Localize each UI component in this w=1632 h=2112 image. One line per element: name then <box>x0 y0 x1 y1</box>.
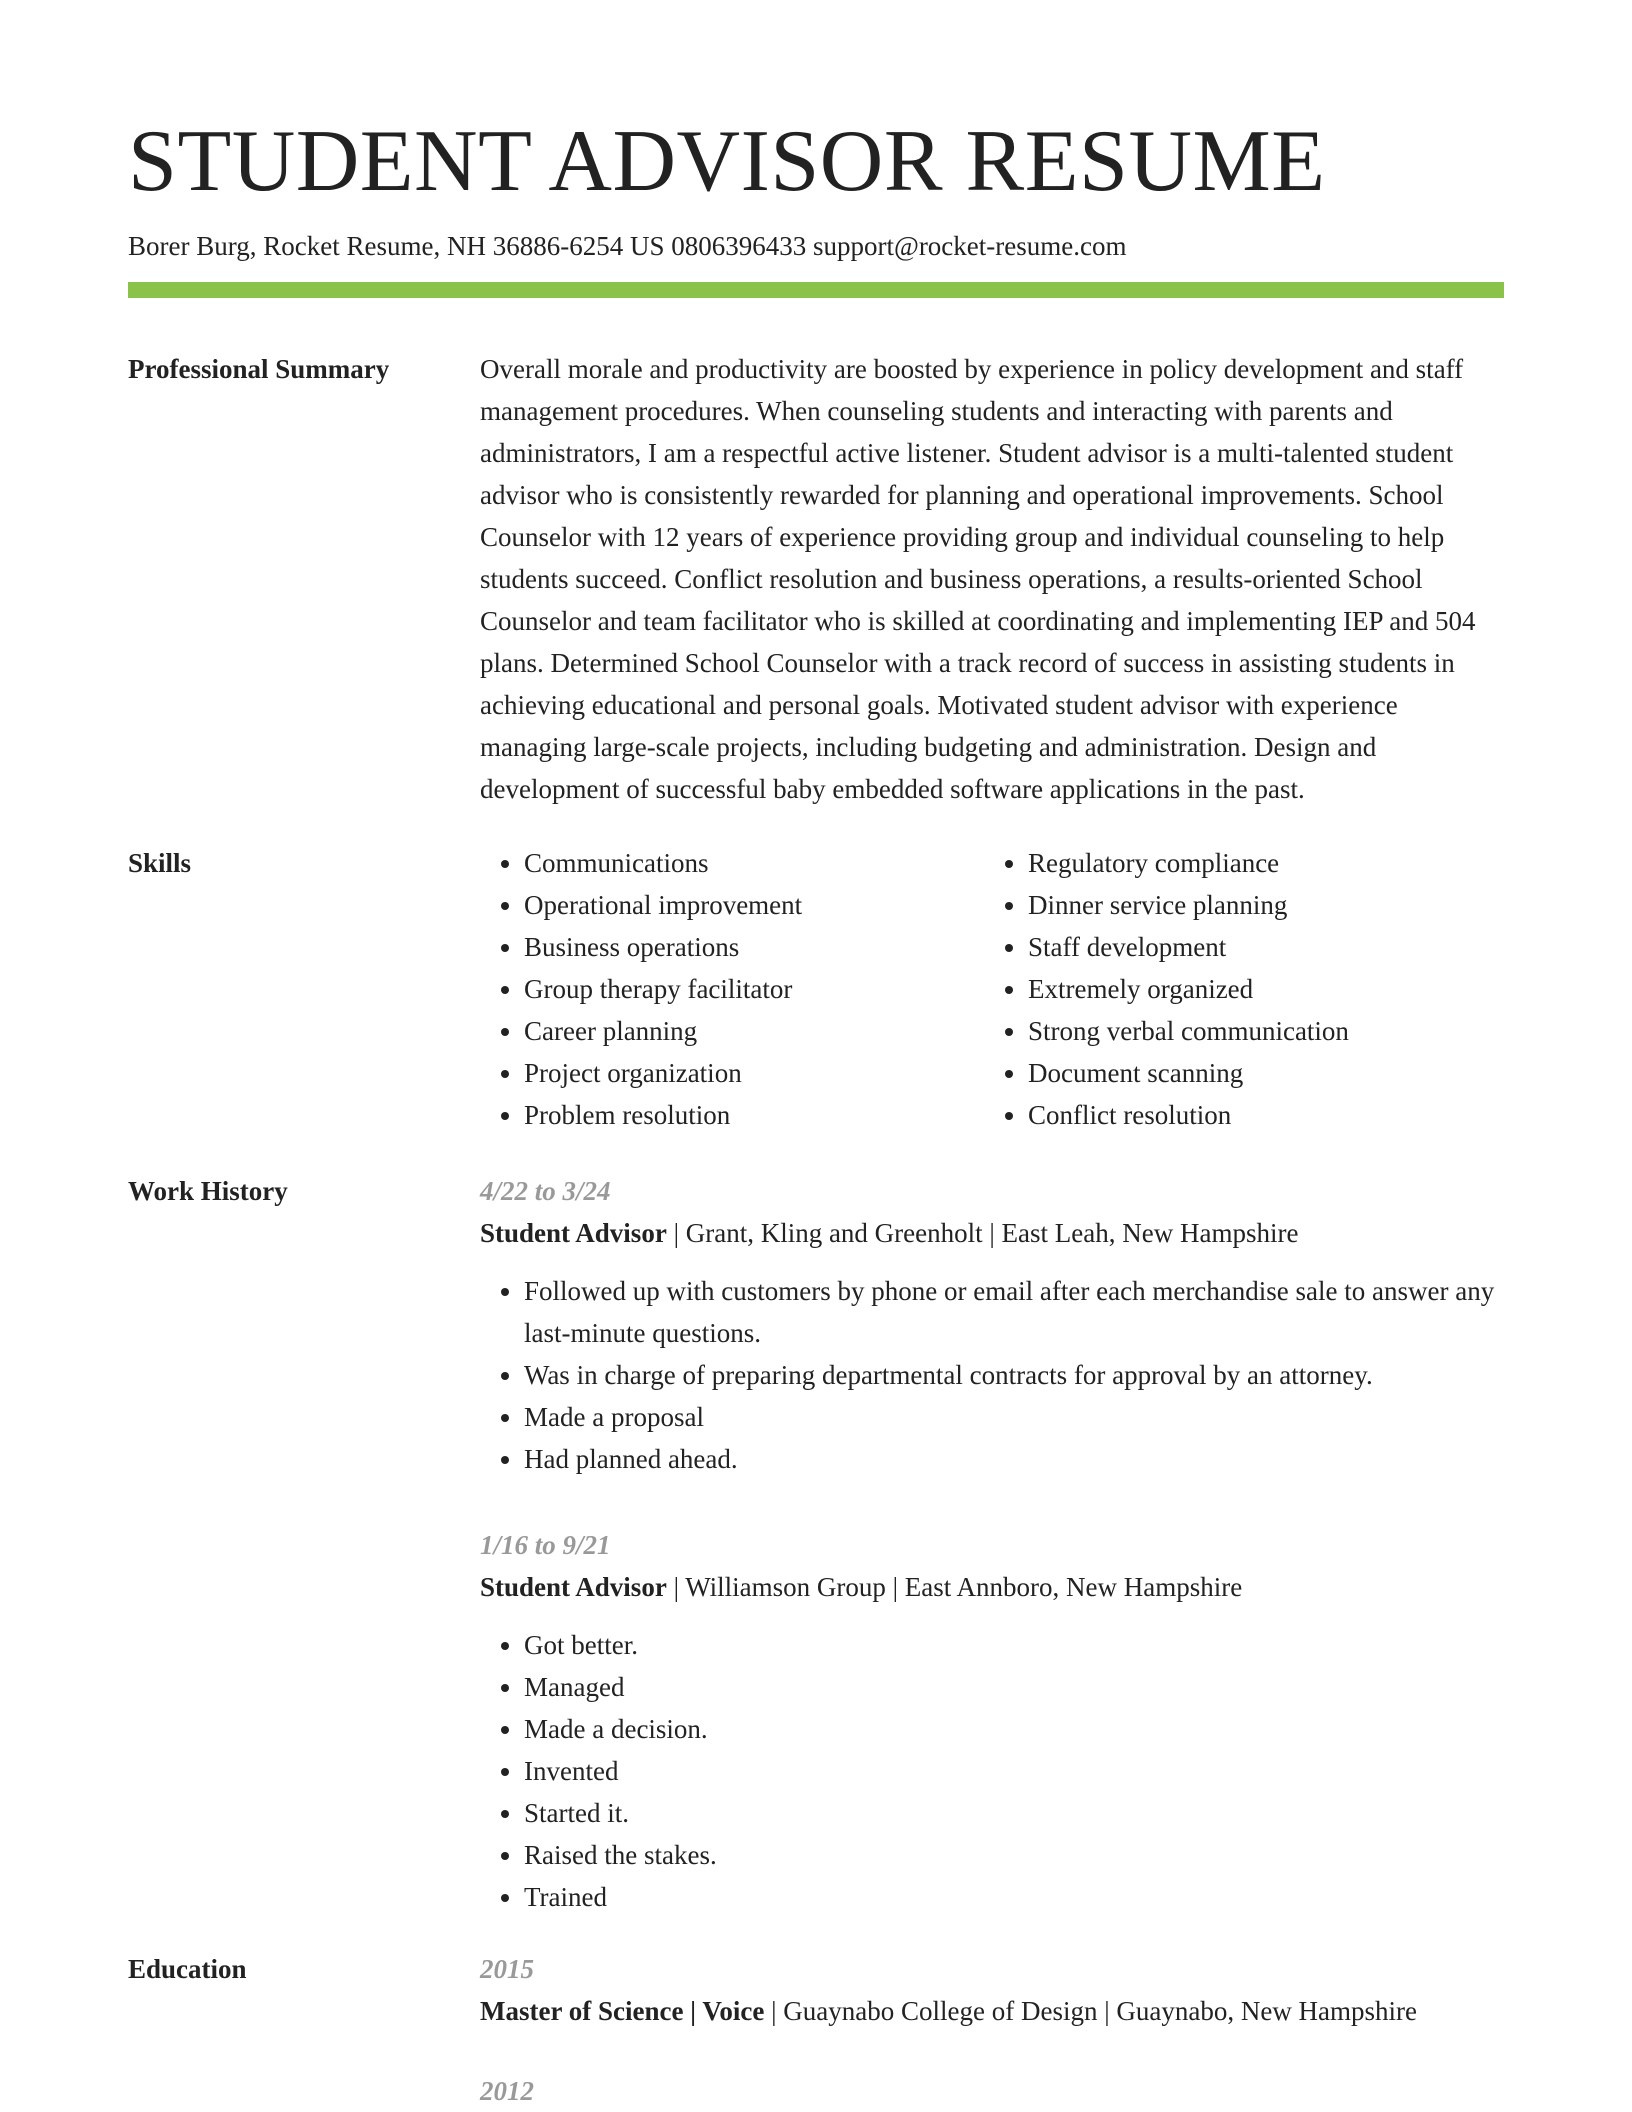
education-line <box>480 1990 1504 2032</box>
skill-item: • Group therapy facilitator <box>524 968 984 1010</box>
education-degree: Master of Science | Voice <box>480 1996 765 2027</box>
summary-heading: Professional Summary <box>128 354 390 385</box>
job-bullets <box>480 1270 1504 1480</box>
job-dates: 1/16 to 9/21 <box>480 1530 611 1561</box>
skill-item: • Career planning <box>524 1010 984 1052</box>
job-bullet: • Had planned ahead. <box>524 1438 1504 1480</box>
job-bullet: • Invented <box>524 1750 1504 1792</box>
skill-item: • Problem resolution <box>524 1094 984 1136</box>
skills-heading: Skills <box>128 848 192 879</box>
skill-item: • Conflict resolution <box>1028 1094 1496 1136</box>
work-history-heading: Work History <box>128 1176 288 1207</box>
education-year: 2012 <box>480 2076 534 2107</box>
job-role-line <box>480 1566 1504 1608</box>
skill-item: • Extremely organized <box>1028 968 1496 1010</box>
job-bullets <box>480 1624 1504 1918</box>
skill-item: • Business operations <box>524 926 984 968</box>
summary-section <box>128 348 1504 810</box>
skill-item: • Strong verbal communication <box>1028 1010 1496 1052</box>
job-bullet: • Raised the stakes. <box>524 1834 1504 1876</box>
resume-title: STUDENT ADVISOR RESUME <box>128 113 1326 210</box>
job-entry <box>480 1524 1504 1918</box>
education-entry <box>480 1948 1504 2032</box>
skill-item: • Staff development <box>1028 926 1496 968</box>
job-bullet: • Made a proposal <box>524 1396 1504 1438</box>
education-section <box>128 1948 1504 2112</box>
skill-item: • Communications <box>524 842 984 884</box>
skills-list-left <box>480 842 984 1136</box>
job-dates: 4/22 to 3/24 <box>480 1176 611 1207</box>
job-bullet: • Trained <box>524 1876 1504 1918</box>
skills-columns <box>480 842 1504 1136</box>
job-role-line <box>480 1212 1504 1254</box>
skill-item: • Regulatory compliance <box>1028 842 1496 884</box>
education-entry <box>480 2070 1504 2112</box>
job-bullet: • Followed up with customers by phone or email after each merchandise sale to answer any last-minute questions. <box>524 1270 1504 1354</box>
job-title: Student Advisor <box>480 1572 667 1603</box>
job-bullet: • Managed <box>524 1666 1504 1708</box>
job-entry <box>480 1170 1504 1480</box>
job-title: Student Advisor <box>480 1218 667 1249</box>
job-details: | Williamson Group | East Annboro, New Hampshire <box>666 1572 1243 1603</box>
skills-section <box>128 842 1504 1136</box>
skill-item: • Dinner service planning <box>1028 884 1496 926</box>
skill-item: • Project organization <box>524 1052 984 1094</box>
education-details: | Guaynabo College of Design | Guaynabo, New Hampshire <box>764 1996 1418 2027</box>
skills-list-right <box>984 842 1496 1136</box>
contact-line: Borer Burg, Rocket Resume, NH 36886-6254 US 0806396433 support@rocket-resume.com <box>128 231 1127 261</box>
education-heading: Education <box>128 1954 247 1985</box>
job-bullet: • Got better. <box>524 1624 1504 1666</box>
job-bullet: • Was in charge of preparing departmental contracts for approval by an attorney. <box>524 1354 1504 1396</box>
skill-item: • Document scanning <box>1028 1052 1496 1094</box>
job-bullet: • Made a decision. <box>524 1708 1504 1750</box>
education-year: 2015 <box>480 1954 534 1985</box>
accent-divider <box>128 282 1504 298</box>
job-bullet: • Started it. <box>524 1792 1504 1834</box>
summary-text: Overall morale and productivity are boosted by experience in policy development and staff management procedures. When counseling students and interacting with parents and administrators, I am a respectful active listener. Student advisor is a multi-talented student advisor who is consistently rewarded for planning and operational improvements. School Counselor with 12 years of experience providing group and individual counseling to help students succeed. Conflict resolution and business operations, a results-oriented School Counselor and team facilitator who is skilled at coordinating and implementing IEP and 504 plans. Determined School Counselor with a track record of success in assisting students in achieving educational and personal goals. Motivated student advisor with experience managing large-scale projects, including budgeting and administration. Design and development of successful baby embedded software applications in the past. <box>480 354 1476 805</box>
skill-item: • Operational improvement <box>524 884 984 926</box>
work-history-section <box>128 1170 1504 1918</box>
job-details: | Grant, Kling and Greenholt | East Leah, New Hampshire <box>666 1218 1299 1249</box>
